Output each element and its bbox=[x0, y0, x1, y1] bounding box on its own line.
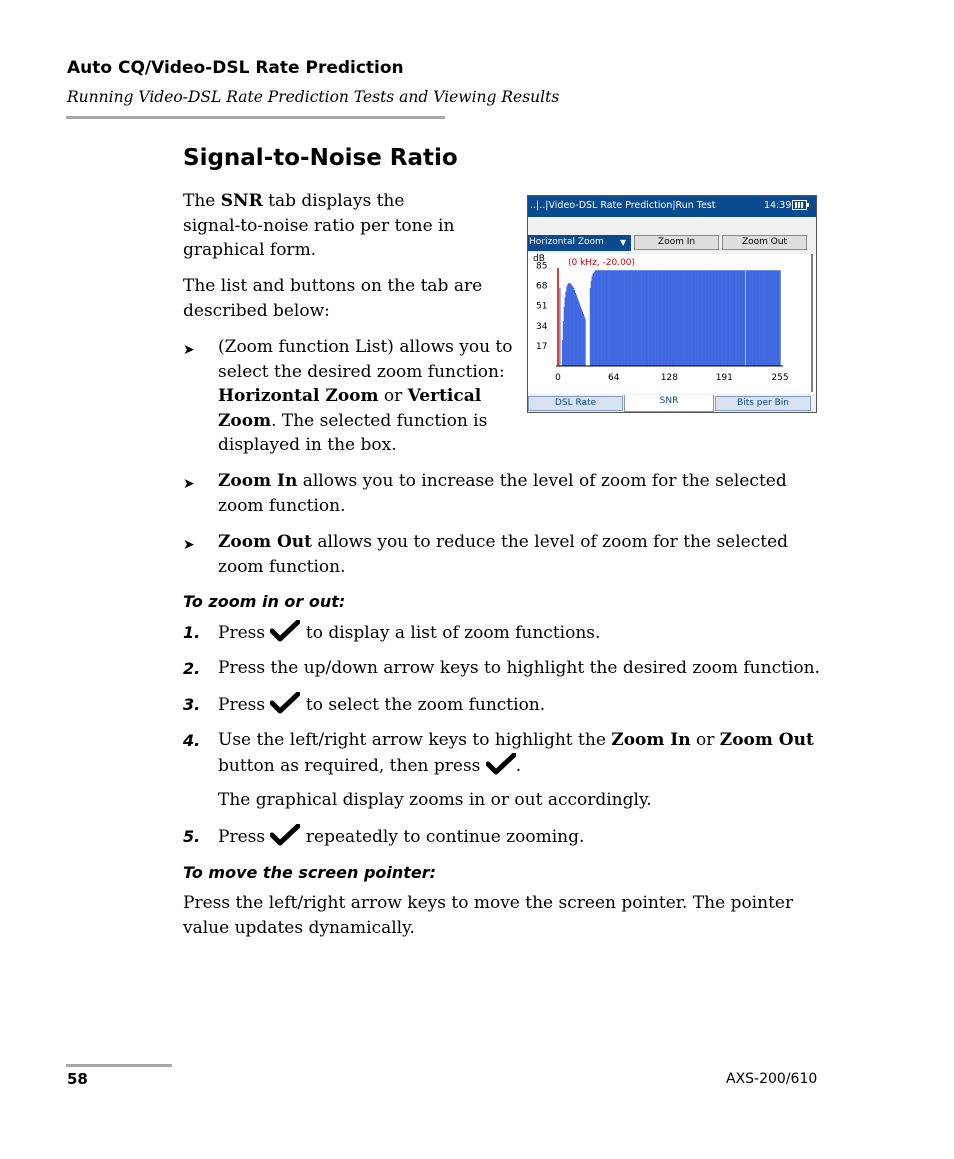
list-intro-text: The list and buttons on the tab are bbox=[183, 276, 483, 296]
step-5 bbox=[218, 824, 584, 850]
procedure-title-pointer: To move the screen pointer: bbox=[183, 863, 437, 882]
bullet-bold: Horizontal Zoom bbox=[218, 386, 379, 406]
bullet-text: zoom function. bbox=[218, 556, 346, 577]
running-header-subtitle: Running Video-DSL Rate Prediction Tests and Viewing Results bbox=[67, 88, 560, 106]
zoom-out-button[interactable]: Zoom Out bbox=[722, 235, 807, 250]
intro-text: graphical form. bbox=[183, 240, 317, 260]
checkmark-icon bbox=[486, 753, 516, 775]
tab-snr[interactable]: SNR bbox=[624, 395, 714, 412]
step-bold: Zoom In bbox=[611, 730, 691, 750]
list-intro-paragraph bbox=[183, 274, 482, 323]
bullet-text: displayed in the box. bbox=[218, 435, 397, 455]
snr-chart bbox=[528, 254, 816, 394]
y-tick-label: 68 bbox=[536, 281, 548, 292]
snr-bar bbox=[780, 270, 781, 366]
step-2: Press the up/down arrow keys to highlight the desired zoom function. bbox=[218, 658, 820, 678]
bullet-bold: Zoom In bbox=[218, 471, 298, 491]
intro-text: The bbox=[183, 191, 221, 211]
window-title: ..|..|Video-DSL Rate Prediction|Run Test bbox=[530, 200, 716, 211]
bullet-arrow-icon: ➤ bbox=[183, 537, 195, 553]
checkmark-icon bbox=[270, 620, 300, 642]
x-tick-label: 64 bbox=[607, 373, 620, 383]
checkmark-icon bbox=[270, 692, 300, 714]
x-tick-label: 191 bbox=[715, 373, 733, 383]
running-header-title: Auto CQ/Video-DSL Rate Prediction bbox=[67, 58, 404, 78]
step-3 bbox=[218, 692, 545, 718]
bullet-zoom-function-list bbox=[218, 335, 513, 458]
zoom-function-select[interactable] bbox=[528, 235, 631, 251]
step-number: 3. bbox=[183, 695, 201, 714]
step-1 bbox=[218, 620, 600, 646]
bullet-bold: Vertical bbox=[407, 386, 482, 406]
footer-rule bbox=[66, 1064, 172, 1067]
intro-snr-bold: SNR bbox=[220, 191, 263, 211]
pointer-paragraph bbox=[183, 891, 793, 940]
section-title: Signal-to-Noise Ratio bbox=[183, 145, 458, 171]
bullet-arrow-icon: ➤ bbox=[183, 342, 195, 358]
y-axis-unit-label: dB bbox=[533, 254, 545, 264]
step-text: Press bbox=[218, 695, 271, 715]
pointer-text: value updates dynamically. bbox=[183, 917, 415, 938]
zoom-in-button[interactable]: Zoom In bbox=[634, 235, 719, 250]
step-text: Use the left/right arrow keys to highlight the bbox=[218, 730, 612, 750]
x-tick-label: 255 bbox=[771, 373, 789, 383]
y-tick-label: 51 bbox=[536, 301, 548, 312]
battery-icon bbox=[792, 200, 807, 210]
intro-text: tab displays the bbox=[262, 191, 405, 211]
bullet-bold: Zoom Out bbox=[218, 532, 313, 552]
step-bold: Zoom Out bbox=[719, 730, 814, 750]
bullet-arrow-icon: ➤ bbox=[183, 476, 195, 492]
bullet-text: (Zoom function List) allows you to bbox=[218, 337, 513, 357]
step-number: 4. bbox=[183, 731, 201, 750]
step-number: 1. bbox=[183, 623, 201, 642]
snr-bar bbox=[744, 270, 745, 366]
snr-bar bbox=[585, 319, 586, 366]
pointer-text: Press the left/right arrow keys to move the screen pointer. The pointer bbox=[183, 893, 794, 913]
window-titlebar bbox=[528, 196, 816, 217]
step-text: Press bbox=[218, 827, 271, 847]
intro-paragraph bbox=[183, 189, 454, 263]
bullet-zoom-out bbox=[218, 530, 788, 579]
y-tick-label: 17 bbox=[536, 341, 548, 352]
procedure-title-zoom: To zoom in or out: bbox=[183, 592, 346, 611]
bullet-text: zoom function. bbox=[218, 495, 346, 516]
step-text: Press bbox=[218, 623, 271, 643]
step-number: 2. bbox=[183, 659, 201, 678]
step-text: to select the zoom function. bbox=[300, 695, 546, 715]
page-number: 58 bbox=[67, 1070, 88, 1088]
dropdown-arrow-icon: ▼ bbox=[620, 238, 627, 247]
clock: 14:39 bbox=[764, 200, 792, 211]
x-tick-label: 0 bbox=[555, 373, 561, 383]
header-rule bbox=[66, 116, 445, 119]
list-intro-text: described below: bbox=[183, 300, 330, 321]
bullet-text: . The selected function is bbox=[271, 410, 488, 431]
step-text: or bbox=[690, 730, 720, 750]
bullet-text: or bbox=[378, 386, 408, 406]
pointer-readout: (0 kHz, -20.00) bbox=[568, 258, 636, 268]
product-name: AXS-200/610 bbox=[726, 1071, 818, 1087]
bullet-text: allows you to reduce the level of zoom for the selected bbox=[312, 532, 789, 552]
step-text: button as required, then press bbox=[218, 755, 486, 776]
step-text: . bbox=[515, 755, 522, 776]
step-number: 5. bbox=[183, 827, 201, 846]
bullet-text: select the desired zoom function: bbox=[218, 361, 505, 382]
bullet-bold: Zoom bbox=[218, 410, 272, 431]
step-text: repeatedly to continue zooming. bbox=[300, 827, 585, 847]
x-tick-label: 128 bbox=[660, 373, 678, 383]
checkmark-icon bbox=[270, 824, 300, 846]
step-4-note: The graphical display zooms in or out accordingly. bbox=[218, 790, 652, 810]
y-tick-label: 85 bbox=[536, 261, 548, 272]
bullet-zoom-in bbox=[218, 469, 787, 518]
tab-dsl-rate[interactable]: DSL Rate bbox=[528, 396, 623, 411]
device-screenshot bbox=[527, 195, 817, 413]
bullet-text: allows you to increase the level of zoom for the selected bbox=[297, 471, 787, 491]
zoom-select-value: Horizontal Zoom bbox=[529, 237, 604, 247]
intro-text: signal-to-noise ratio per tone in bbox=[183, 215, 455, 236]
tab-bar bbox=[528, 395, 816, 412]
step-text: to display a list of zoom functions. bbox=[300, 623, 601, 643]
tab-bits-per-bin[interactable]: Bits per Bin bbox=[715, 396, 811, 411]
snr-bar bbox=[559, 288, 560, 366]
step-4 bbox=[218, 728, 814, 778]
snr-plot-area[interactable] bbox=[528, 254, 816, 394]
y-tick-label: 34 bbox=[536, 321, 548, 332]
